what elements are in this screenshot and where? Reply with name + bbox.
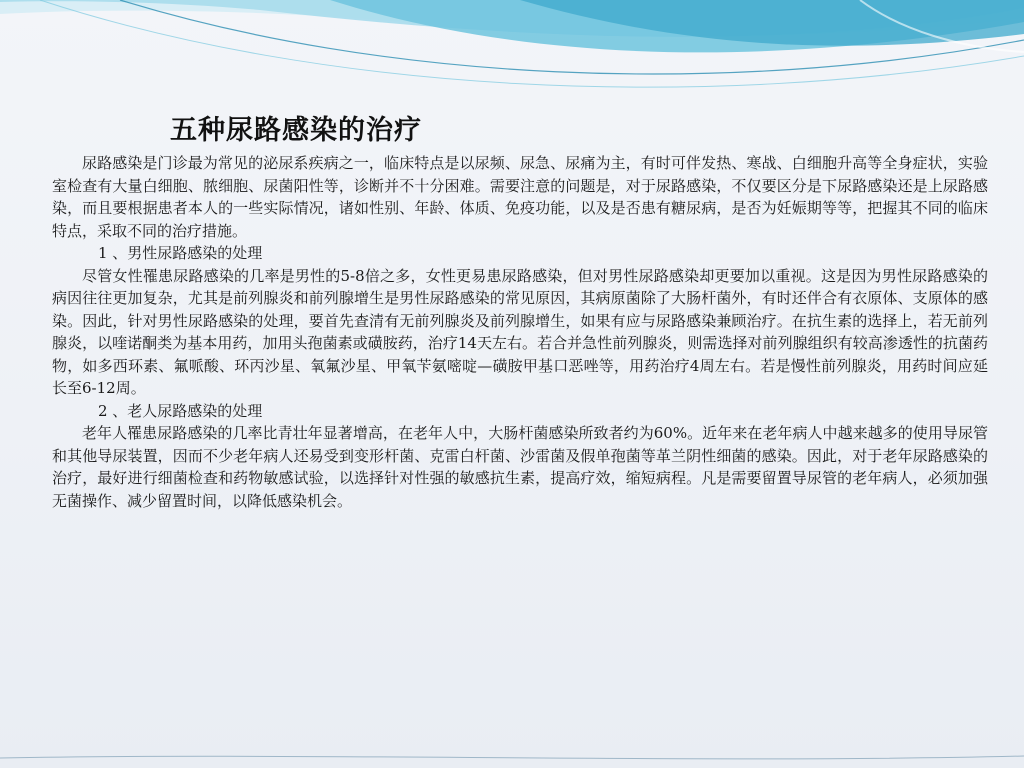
- document-body: [52, 152, 988, 512]
- section-heading-elderly: 2 、老人尿路感染的处理: [98, 401, 263, 420]
- elderly-paragraph: 老年人罹患尿路感染的几率比青壮年显著增高，在老年人中，大肠杆菌感染所致者约为60%。近年来在老年病人中越来越多的使用导尿管和其他导尿装置，因而不少老年病人还易受到变形杆菌、克雷白杆菌、沙雷菌及假单孢菌等革兰阴性细菌的感染。因此，对于老年尿路感染的治疗，最好进行细菌检查和药物敏感试验，以选择针对性强的敏感抗生素，提高疗效，缩短病程。凡是需要留置导尿管的老年病人，必须加强无菌操作、减少留置时间，以降低感染机会。: [52, 424, 988, 510]
- decorative-header-swoosh: [0, 0, 1024, 120]
- male-paragraph: 尽管女性罹患尿路感染的几率是男性的5-8倍之多，女性更易患尿路感染，但对男性尿路感染却更要加以重视。这是因为男性尿路感染的病因往往更加复杂，尤其是前列腺炎和前列腺增生是男性尿路感染的常见原因，其病原菌除了大肠杆菌外，有时还伴合有衣原体、支原体的感染。因此，针对男性尿路感染的处理，要首先查清有无前列腺炎及前列腺增生，如果有应与尿路感染兼顾治疗。在抗生素的选择上，若无前列腺炎，以喹诺酮类为基本用药，加用头孢菌素或磺胺药，治疗14天左右。若合并急性前列腺炎，则需选择对前列腺组织有较高渗透性的抗菌药物，如多西环素、氟哌酸、环丙沙星、氧氟沙星、甲氧苄氨嘧啶—磺胺甲基口恶唑等，用药治疗4周左右。若是慢性前列腺炎，用药时间应延长至6-12周。: [52, 266, 988, 397]
- page-title: 五种尿路感染的治疗: [170, 115, 422, 146]
- decorative-footer-line: [0, 748, 1024, 768]
- section-heading-male: 1 、男性尿路感染的处理: [98, 244, 263, 262]
- intro-paragraph: 尿路感染是门诊最为常见的泌尿系疾病之一，临床特点是以尿频、尿急、尿痛为主，有时可伴发热、寒战、白细胞升高等全身症状，实验室检查有大量白细胞、脓细胞、尿菌阳性等，诊断并不十分困难。需要注意的问题是，对于尿路感染，不仅要区分是下尿路感染还是上尿路感染，而且要根据患者本人的一些实际情况，诸如性别、年龄、体质、免疫功能，以及是否患有糖尿病，是否为妊娠期等等，把握其不同的临床特点，采取不同的治疗措施。: [52, 154, 988, 240]
